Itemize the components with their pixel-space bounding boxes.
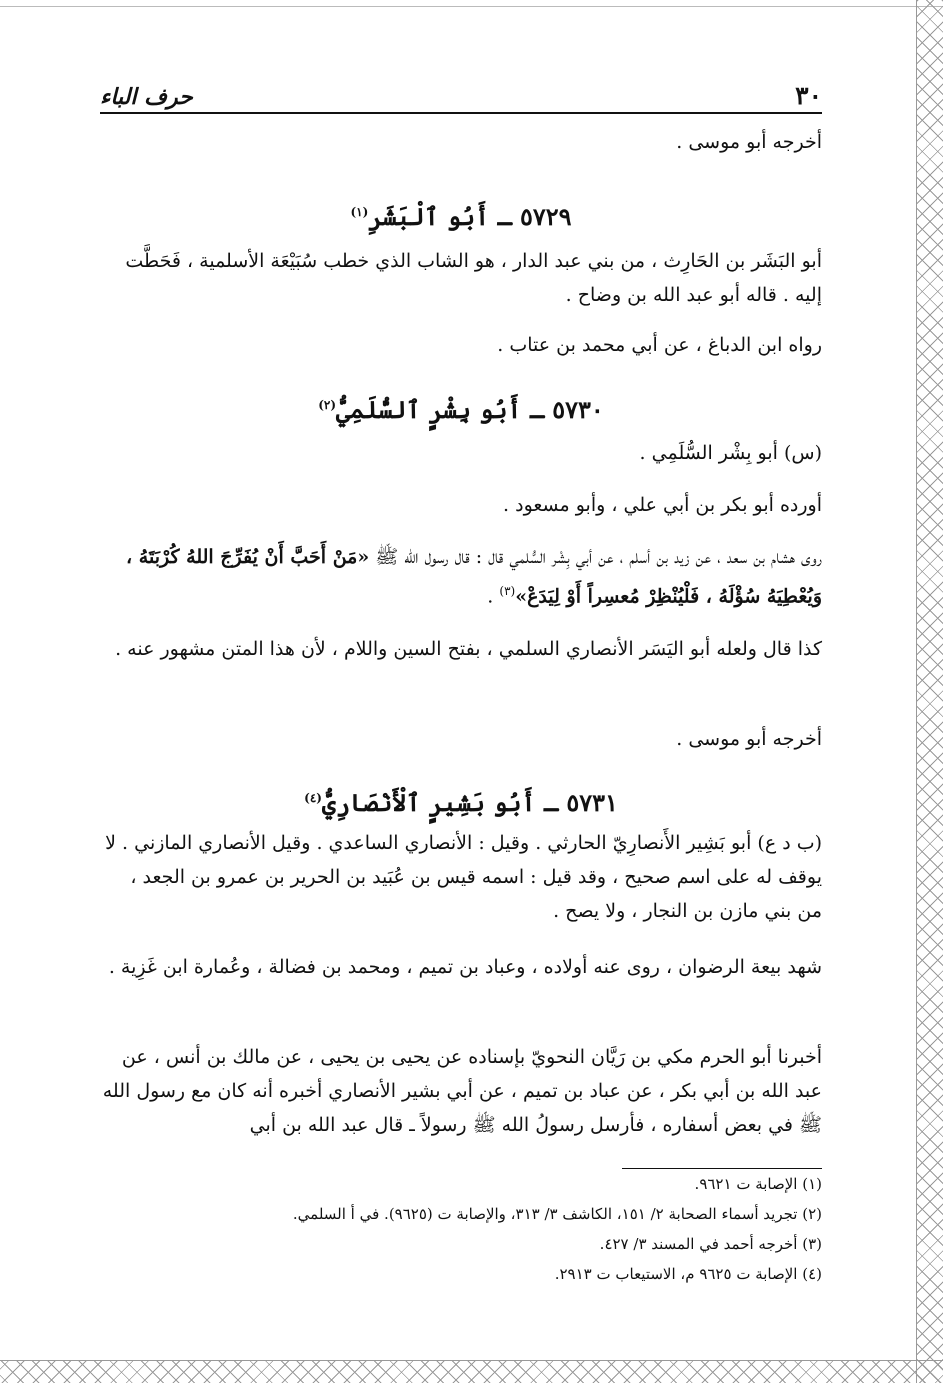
paragraph bbox=[100, 722, 822, 756]
entry-title bbox=[100, 192, 822, 237]
entry-title-text: ٥٧٢٩ ـ أَبُو ٱلْبَشَرِ bbox=[368, 202, 572, 231]
entry-title-text: ٥٧٣٠ ـ أَبُو بِشْرٍ ٱلسُّلَمِيُّ bbox=[336, 395, 604, 424]
paragraph bbox=[100, 826, 822, 928]
page-header bbox=[100, 78, 822, 114]
paragraph bbox=[100, 244, 822, 312]
paragraph-text: أبو البَشَر بن الحَارِث ، من بني عبد الدار ، هو الشاب الذي خطب سُبَيْعَة الأسلمية ، فَحَطَّت إليه . قاله أبو عبد الله بن وضاح . bbox=[125, 250, 822, 306]
decorative-border-bottom bbox=[0, 1360, 943, 1383]
paragraph bbox=[100, 436, 822, 470]
page-top-border bbox=[0, 0, 943, 7]
paragraph-text: روى هشام بن سعد ، عن زيد بن أسلم ، عن أبي بِشْر السُّلمي قال : قال رسول الله ﷺ bbox=[375, 546, 822, 568]
paragraph-text: أخرجه أبو موسى . bbox=[676, 131, 822, 153]
paragraph bbox=[100, 488, 822, 522]
paragraph bbox=[100, 632, 822, 666]
paragraph-text: (ب د ع) أبو بَشِير الأَنصارِيّ الحارثي . وقيل : الأنصاري الساعدي . وقيل الأنصاري المازني . لا يوقف له على اسم صحيح ، وقد قيل : اسمه قيس بن عُبَيد بن الحرير بن عمرو بن الجعد ، من بني مازن بن النجار ، ولا يصح . bbox=[105, 832, 822, 922]
footnote-1: (١) الإصابة ت ٩٦٢١. bbox=[694, 1175, 822, 1193]
paragraph-text: أورده أبو بكر بن أبي علي ، وأبو مسعود . bbox=[503, 494, 822, 516]
entry-title-text: ٥٧٣١ ـ أَبُو بَشِيرٍ ٱلْأَنْصَارِيُّ bbox=[321, 788, 618, 817]
hadith-quote: «مَنْ أَحَبَّ أَنْ يُفَرِّجَ اللهُ كُرْبَتَهُ ، وَيُعْطِيَهُ سُؤْلَهُ ، فَلْيُنْظِرْ مُعسِراً أَوْ لِيَدَعْ» bbox=[126, 546, 822, 608]
footnote-marker: (٢) bbox=[318, 398, 337, 412]
paragraph-tail: . bbox=[487, 585, 500, 608]
page-body bbox=[100, 78, 822, 114]
paragraph bbox=[100, 1040, 822, 1142]
paragraph bbox=[100, 540, 822, 613]
page-number: ٣٠ bbox=[795, 81, 822, 110]
paragraph bbox=[100, 125, 822, 159]
paragraph-text: كذا قال ولعله أبو اليَسَر الأنصاري السلمي ، بفتح السين واللام ، لأن هذا المتن مشهور عنه . bbox=[115, 638, 822, 660]
entry-title bbox=[100, 385, 822, 430]
footnote-2: (٢) تجريد أسماء الصحابة ٢/ ١٥١، الكاشف ٣/ ٣١٣، والإصابة ت (٩٦٢٥). في أ السلمي. bbox=[292, 1205, 822, 1223]
paragraph bbox=[100, 328, 822, 362]
paragraph-text: رواه ابن الدباغ ، عن أبي محمد بن عتاب . bbox=[497, 334, 822, 356]
footnote-3: (٣) أخرجه أحمد في المسند ٣/ ٤٢٧. bbox=[599, 1235, 822, 1253]
paragraph-text: (س) أبو بِشْر السُّلَمِي . bbox=[639, 442, 822, 464]
footnote-marker: (١) bbox=[350, 205, 369, 219]
footnote-4: (٤) الإصابة ت ٩٦٢٥ م، الاستيعاب ت ٢٩١٣. bbox=[554, 1265, 822, 1283]
paragraph-text: أخرجه أبو موسى . bbox=[676, 728, 822, 750]
entry-title bbox=[100, 778, 822, 823]
footnote-marker: (٣) bbox=[499, 584, 516, 598]
footnotes bbox=[100, 1168, 822, 1289]
footnote-marker: (٤) bbox=[304, 791, 322, 805]
running-title: حرف الباء bbox=[100, 84, 193, 110]
paragraph bbox=[100, 950, 822, 984]
paragraph-text: أخبرنا أبو الحرم مكي بن رَيَّان النحويّ بإسناده عن يحيى بن يحيى ، عن مالك بن أنس ، عن عبد الله بن أبي بكر ، عن عباد بن تميم ، عن أبي بشير الأنصاري أخبره أنه كان مع رسول الله ﷺ في بعض أسفاره ، فأرسل رسولُ الله ﷺ رسولاً ـ قال عبد الله بن أبي bbox=[102, 1046, 822, 1136]
decorative-border-right bbox=[916, 0, 943, 1383]
paragraph-text: شهد بيعة الرضوان ، روى عنه أولاده ، وعباد بن تميم ، ومحمد بن فضالة ، وعُمارة ابن غَزِية . bbox=[108, 956, 822, 978]
